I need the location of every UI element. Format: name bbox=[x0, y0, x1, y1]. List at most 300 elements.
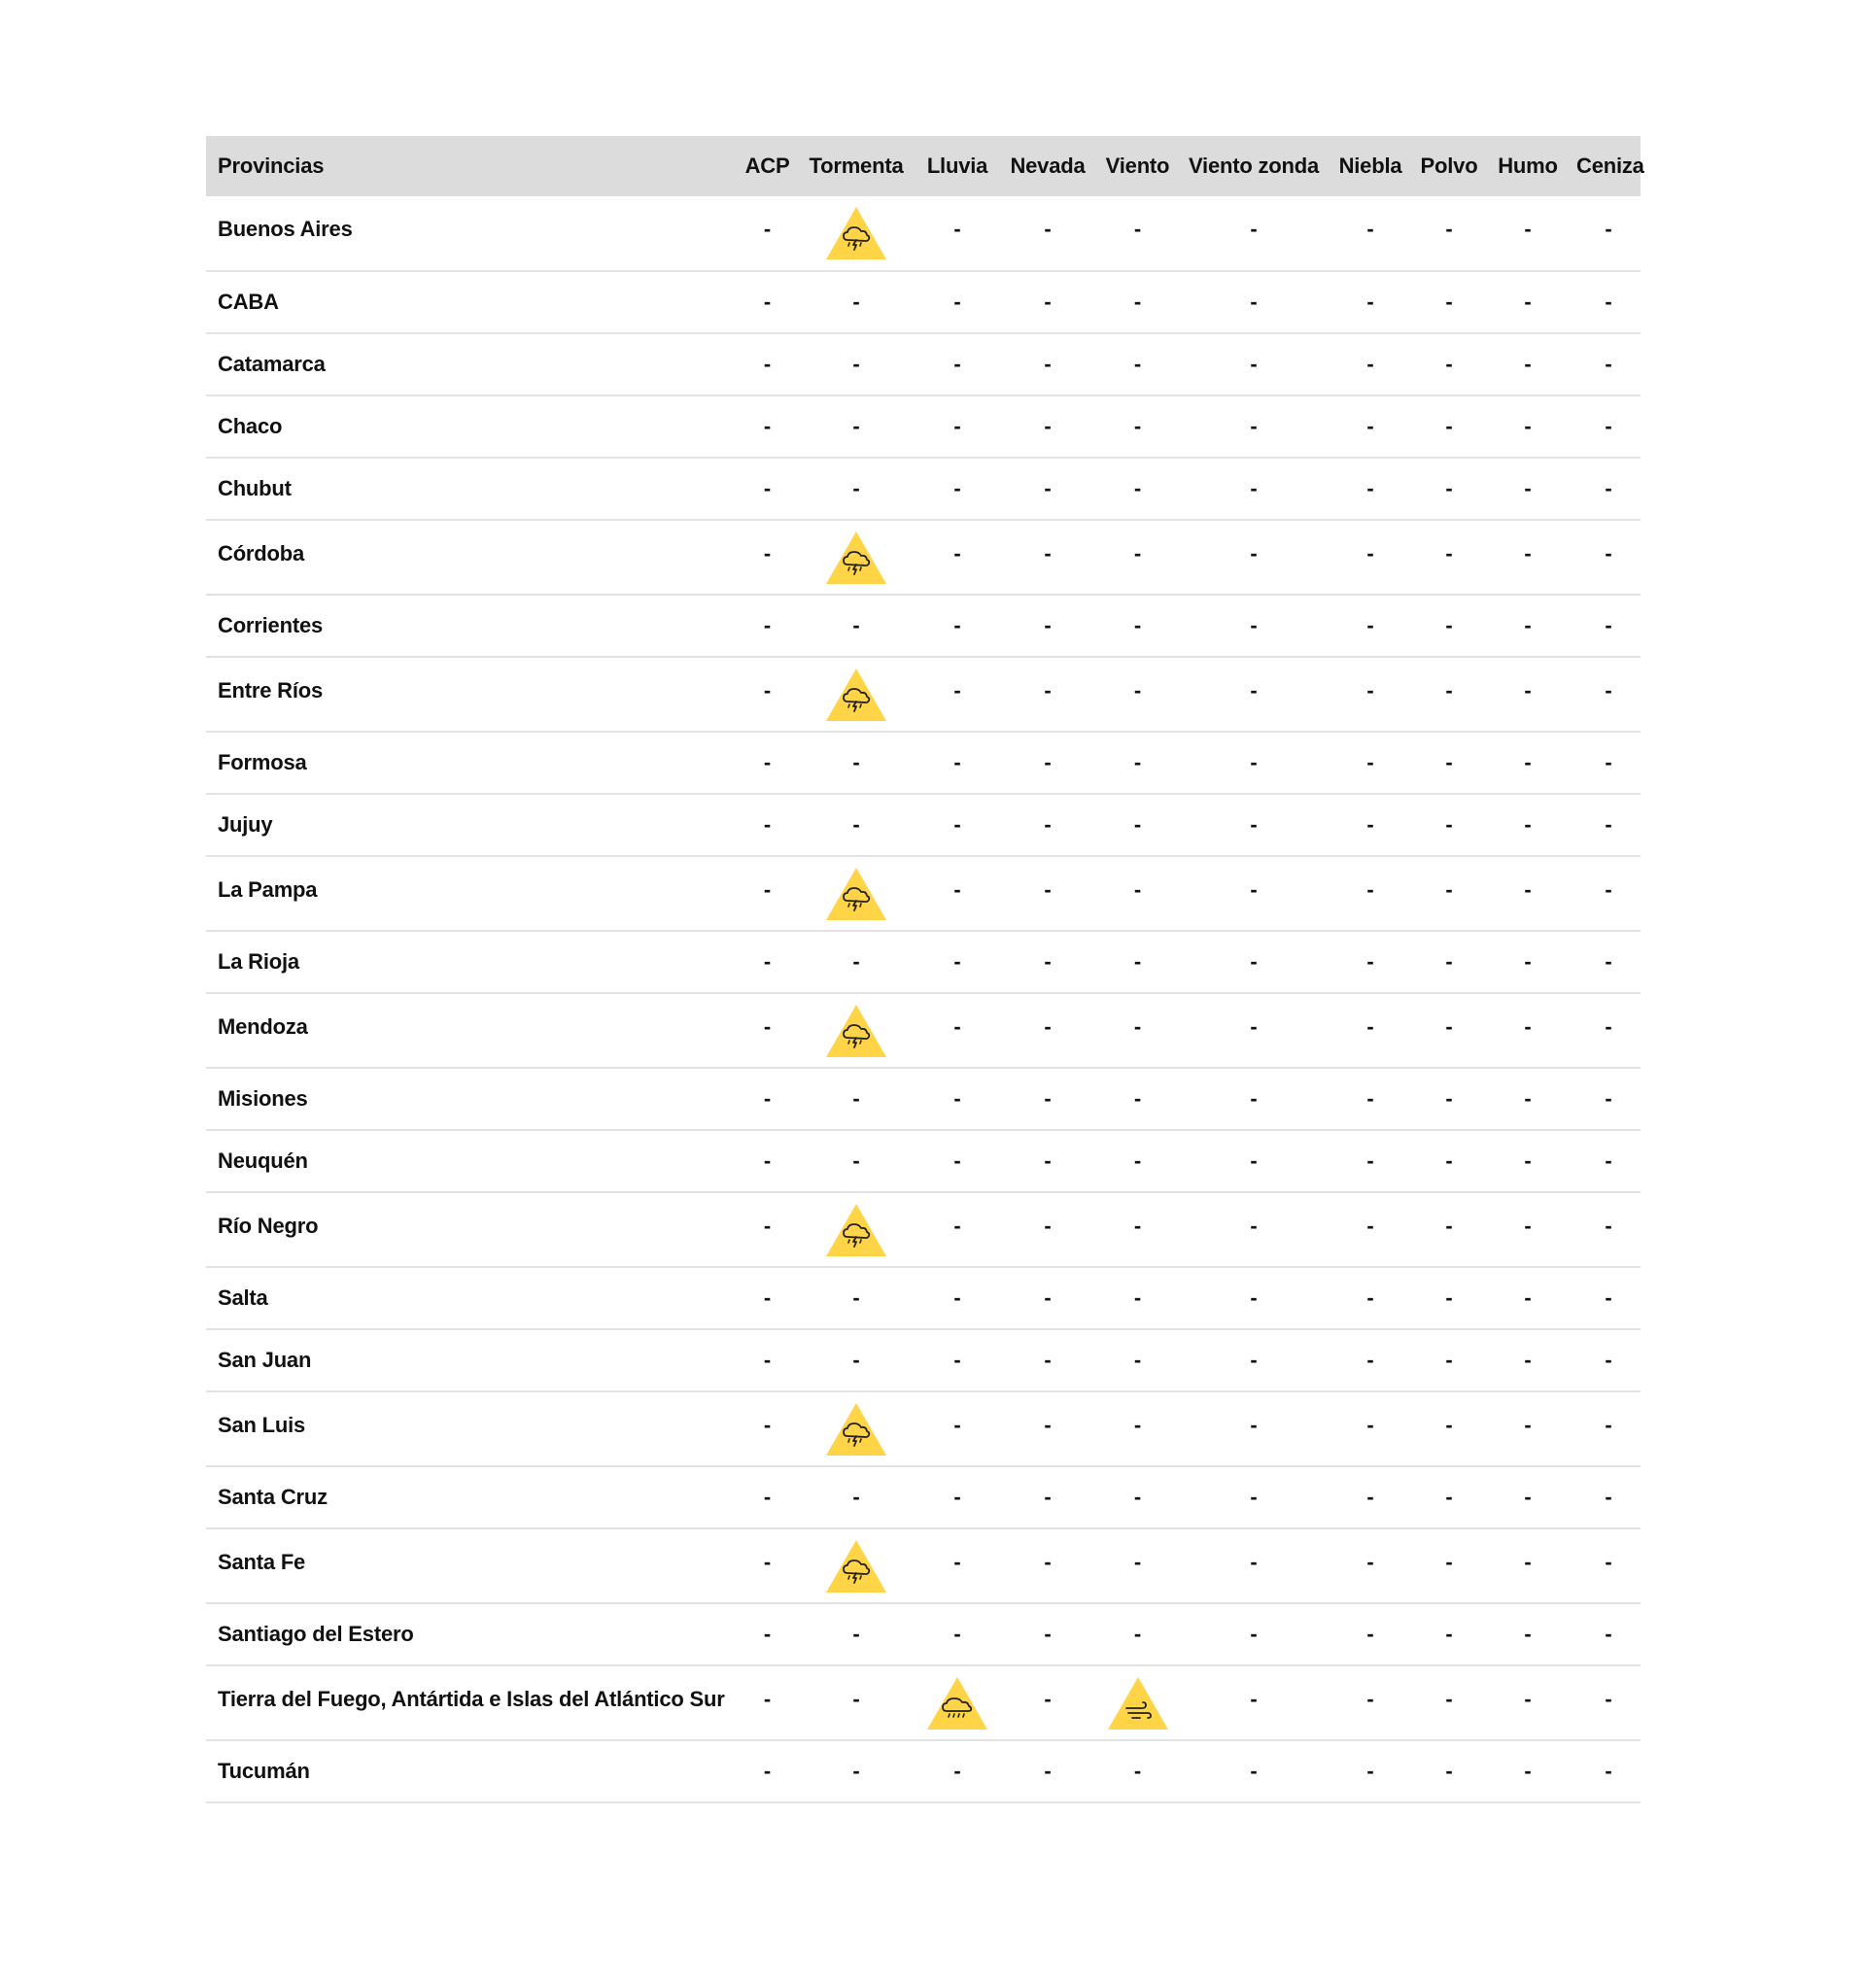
empty-cell: - bbox=[1366, 352, 1374, 376]
empty-cell: - bbox=[1250, 217, 1258, 241]
empty-cell: - bbox=[1445, 1086, 1453, 1111]
empty-cell: - bbox=[1366, 476, 1374, 500]
empty-cell: - bbox=[1250, 1485, 1258, 1509]
empty-cell: - bbox=[1605, 290, 1612, 314]
table-row bbox=[206, 1603, 1641, 1665]
empty-cell: - bbox=[1250, 290, 1258, 314]
empty-cell: - bbox=[1524, 1348, 1532, 1372]
empty-cell: - bbox=[1133, 1013, 1142, 1039]
empty-cell: - bbox=[1044, 876, 1052, 902]
empty-cell: - bbox=[1366, 1013, 1374, 1039]
alerts-table bbox=[206, 136, 1644, 1803]
empty-cell: - bbox=[1605, 1148, 1612, 1173]
table-row bbox=[206, 794, 1641, 856]
empty-cell: - bbox=[1445, 1348, 1453, 1372]
empty-cell: - bbox=[1044, 1213, 1052, 1238]
table-row bbox=[206, 1130, 1641, 1192]
empty-cell: - bbox=[1524, 1285, 1532, 1310]
empty-cell: - bbox=[1366, 1086, 1374, 1111]
empty-cell: - bbox=[1524, 217, 1532, 241]
empty-cell: - bbox=[852, 414, 860, 438]
empty-cell: - bbox=[953, 1348, 961, 1372]
empty-cell: - bbox=[1366, 750, 1374, 774]
empty-cell: - bbox=[1605, 949, 1612, 974]
empty-cell: - bbox=[953, 1485, 961, 1509]
empty-cell: - bbox=[852, 1686, 860, 1711]
province-name-salta: Salta bbox=[218, 1285, 268, 1310]
empty-cell: - bbox=[1133, 1549, 1142, 1574]
empty-cell: - bbox=[1250, 1686, 1258, 1711]
empty-cell: - bbox=[1445, 613, 1453, 637]
alert-cell bbox=[804, 520, 909, 595]
empty-cell: - bbox=[953, 414, 961, 438]
storm-warning-icon[interactable] bbox=[824, 205, 888, 261]
empty-cell: - bbox=[1605, 352, 1612, 376]
empty-cell: - bbox=[1366, 1622, 1374, 1646]
storm-warning-icon[interactable] bbox=[824, 667, 888, 723]
table-row bbox=[206, 1665, 1641, 1740]
empty-cell: - bbox=[1250, 876, 1258, 902]
empty-cell: - bbox=[1250, 1148, 1258, 1173]
province-name-rio-negro: Río Negro bbox=[218, 1213, 319, 1238]
empty-cell: - bbox=[852, 352, 860, 376]
alert-cell bbox=[804, 1528, 909, 1603]
empty-cell: - bbox=[1250, 1013, 1258, 1039]
province-name-san-luis: San Luis bbox=[218, 1412, 306, 1437]
empty-cell: - bbox=[1605, 1485, 1612, 1509]
table-row bbox=[206, 993, 1641, 1068]
empty-cell: - bbox=[1605, 677, 1612, 703]
empty-cell: - bbox=[1524, 812, 1532, 837]
empty-cell: - bbox=[1250, 540, 1258, 566]
empty-cell: - bbox=[763, 352, 772, 376]
province-name-santa-fe: Santa Fe bbox=[218, 1549, 306, 1574]
empty-cell: - bbox=[1250, 1549, 1258, 1574]
empty-cell: - bbox=[1133, 1348, 1142, 1372]
empty-cell: - bbox=[763, 677, 772, 703]
empty-cell: - bbox=[1133, 1213, 1142, 1238]
empty-cell: - bbox=[1524, 1213, 1532, 1238]
storm-warning-icon[interactable] bbox=[824, 1202, 888, 1258]
table-row bbox=[206, 732, 1641, 794]
empty-cell: - bbox=[1133, 414, 1142, 438]
empty-cell: - bbox=[763, 750, 772, 774]
empty-cell: - bbox=[1524, 540, 1532, 566]
empty-cell: - bbox=[1445, 217, 1453, 241]
empty-cell: - bbox=[1250, 1348, 1258, 1372]
empty-cell: - bbox=[852, 1285, 860, 1310]
empty-cell: - bbox=[1524, 613, 1532, 637]
province-name-la-pampa: La Pampa bbox=[218, 876, 318, 902]
header-niebla: Niebla bbox=[1338, 154, 1402, 178]
empty-cell: - bbox=[1605, 1086, 1612, 1111]
table-row bbox=[206, 856, 1641, 931]
province-name-tucuman: Tucumán bbox=[218, 1759, 310, 1783]
empty-cell: - bbox=[1605, 1213, 1612, 1238]
empty-cell: - bbox=[763, 1148, 772, 1173]
empty-cell: - bbox=[1524, 1485, 1532, 1509]
empty-cell: - bbox=[1445, 1549, 1453, 1574]
empty-cell: - bbox=[1524, 290, 1532, 314]
empty-cell: - bbox=[1044, 1148, 1052, 1173]
province-name-corrientes: Corrientes bbox=[218, 613, 324, 637]
header-lluvia: Lluvia bbox=[926, 154, 988, 178]
table-row bbox=[206, 1391, 1641, 1466]
header-viento: Viento bbox=[1105, 154, 1170, 178]
empty-cell: - bbox=[1605, 1412, 1612, 1437]
wind-warning-icon[interactable] bbox=[1106, 1675, 1170, 1731]
empty-cell: - bbox=[1133, 677, 1142, 703]
table-row bbox=[206, 1267, 1641, 1329]
empty-cell: - bbox=[763, 1086, 772, 1111]
empty-cell: - bbox=[1133, 949, 1142, 974]
empty-cell: - bbox=[763, 414, 772, 438]
empty-cell: - bbox=[763, 1348, 772, 1372]
storm-warning-icon[interactable] bbox=[824, 530, 888, 586]
empty-cell: - bbox=[1133, 1412, 1142, 1437]
empty-cell: - bbox=[1044, 1622, 1052, 1646]
province-name-santa-cruz: Santa Cruz bbox=[218, 1485, 328, 1509]
empty-cell: - bbox=[953, 677, 961, 703]
empty-cell: - bbox=[852, 1086, 860, 1111]
empty-cell: - bbox=[1250, 750, 1258, 774]
empty-cell: - bbox=[852, 1759, 860, 1783]
empty-cell: - bbox=[1044, 217, 1052, 241]
empty-cell: - bbox=[1445, 1412, 1453, 1437]
empty-cell: - bbox=[1605, 476, 1612, 500]
table-row bbox=[206, 1192, 1641, 1267]
empty-cell: - bbox=[1445, 352, 1453, 376]
empty-cell: - bbox=[1250, 352, 1258, 376]
empty-cell: - bbox=[953, 1759, 961, 1783]
empty-cell: - bbox=[1044, 352, 1052, 376]
empty-cell: - bbox=[852, 1622, 860, 1646]
header-polvo: Polvo bbox=[1420, 154, 1478, 178]
table-row bbox=[206, 931, 1641, 993]
empty-cell: - bbox=[1133, 1148, 1142, 1173]
empty-cell: - bbox=[763, 1622, 772, 1646]
table-header bbox=[206, 136, 1644, 196]
province-name-misiones: Misiones bbox=[218, 1086, 308, 1111]
empty-cell: - bbox=[953, 1086, 961, 1111]
empty-cell: - bbox=[1445, 414, 1453, 438]
empty-cell: - bbox=[1445, 1485, 1453, 1509]
empty-cell: - bbox=[953, 1285, 961, 1310]
empty-cell: - bbox=[953, 290, 961, 314]
province-name-chubut: Chubut bbox=[218, 476, 292, 500]
alert-cell bbox=[909, 1665, 1006, 1740]
empty-cell: - bbox=[852, 290, 860, 314]
empty-cell: - bbox=[1366, 1412, 1374, 1437]
empty-cell: - bbox=[1445, 949, 1453, 974]
province-name-santiago-del-estero: Santiago del Estero bbox=[218, 1622, 414, 1646]
empty-cell: - bbox=[1366, 1213, 1374, 1238]
empty-cell: - bbox=[1044, 1686, 1052, 1711]
storm-warning-icon[interactable] bbox=[824, 1538, 888, 1594]
empty-cell: - bbox=[1524, 414, 1532, 438]
empty-cell: - bbox=[1133, 1086, 1142, 1111]
empty-cell: - bbox=[1366, 949, 1374, 974]
empty-cell: - bbox=[1044, 812, 1052, 837]
empty-cell: - bbox=[1366, 1285, 1374, 1310]
alert-cell bbox=[804, 1192, 909, 1267]
empty-cell: - bbox=[852, 613, 860, 637]
table-row bbox=[206, 595, 1641, 657]
empty-cell: - bbox=[1524, 949, 1532, 974]
province-name-buenos-aires: Buenos Aires bbox=[218, 217, 353, 241]
storm-warning-icon[interactable] bbox=[824, 1401, 888, 1457]
header-nevada: Nevada bbox=[1010, 154, 1086, 178]
empty-cell: - bbox=[1524, 750, 1532, 774]
province-name-tierra-del-fuego-antartida-e-islas-del-atlantico-sur: Tierra del Fuego, Antártida e Islas del Atlántico Sur bbox=[218, 1686, 725, 1711]
empty-cell: - bbox=[1133, 1622, 1142, 1646]
empty-cell: - bbox=[1250, 414, 1258, 438]
empty-cell: - bbox=[1524, 1412, 1532, 1437]
empty-cell: - bbox=[1445, 1759, 1453, 1783]
empty-cell: - bbox=[1044, 476, 1052, 500]
empty-cell: - bbox=[953, 217, 961, 241]
empty-cell: - bbox=[1524, 1622, 1532, 1646]
empty-cell: - bbox=[1366, 876, 1374, 902]
table-row bbox=[206, 1740, 1641, 1802]
empty-cell: - bbox=[1044, 1412, 1052, 1437]
header-row bbox=[206, 136, 1641, 196]
empty-cell: - bbox=[763, 613, 772, 637]
empty-cell: - bbox=[1366, 1148, 1374, 1173]
empty-cell: - bbox=[953, 1213, 961, 1238]
empty-cell: - bbox=[1366, 1759, 1374, 1783]
alerts-table-container bbox=[206, 136, 1644, 1803]
empty-cell: - bbox=[1524, 476, 1532, 500]
empty-cell: - bbox=[1445, 290, 1453, 314]
table-row bbox=[206, 1068, 1641, 1130]
empty-cell: - bbox=[1044, 1013, 1052, 1039]
empty-cell: - bbox=[1366, 414, 1374, 438]
empty-cell: - bbox=[1605, 812, 1612, 837]
empty-cell: - bbox=[953, 1549, 961, 1574]
empty-cell: - bbox=[1133, 613, 1142, 637]
empty-cell: - bbox=[1605, 1549, 1612, 1574]
empty-cell: - bbox=[763, 1285, 772, 1310]
empty-cell: - bbox=[1445, 750, 1453, 774]
empty-cell: - bbox=[1445, 677, 1453, 703]
empty-cell: - bbox=[1133, 352, 1142, 376]
empty-cell: - bbox=[1366, 540, 1374, 566]
empty-cell: - bbox=[953, 1622, 961, 1646]
alert-cell bbox=[804, 196, 909, 271]
header-humo: Humo bbox=[1498, 154, 1558, 178]
storm-warning-icon[interactable] bbox=[824, 866, 888, 922]
empty-cell: - bbox=[763, 949, 772, 974]
empty-cell: - bbox=[763, 812, 772, 837]
empty-cell: - bbox=[1133, 476, 1142, 500]
province-name-chaco: Chaco bbox=[218, 414, 283, 438]
empty-cell: - bbox=[852, 1348, 860, 1372]
empty-cell: - bbox=[1250, 1285, 1258, 1310]
empty-cell: - bbox=[1044, 677, 1052, 703]
header-tormenta: Tormenta bbox=[809, 154, 904, 178]
table-row bbox=[206, 520, 1641, 595]
empty-cell: - bbox=[1044, 1348, 1052, 1372]
empty-cell: - bbox=[953, 812, 961, 837]
empty-cell: - bbox=[763, 217, 772, 241]
empty-cell: - bbox=[763, 1549, 772, 1574]
empty-cell: - bbox=[1133, 1759, 1142, 1783]
province-name-neuquen: Neuquén bbox=[218, 1148, 308, 1173]
empty-cell: - bbox=[953, 750, 961, 774]
empty-cell: - bbox=[852, 812, 860, 837]
empty-cell: - bbox=[1524, 1549, 1532, 1574]
empty-cell: - bbox=[1133, 750, 1142, 774]
empty-cell: - bbox=[1044, 1285, 1052, 1310]
empty-cell: - bbox=[1605, 750, 1612, 774]
empty-cell: - bbox=[1044, 1759, 1052, 1783]
empty-cell: - bbox=[1250, 1086, 1258, 1111]
empty-cell: - bbox=[763, 1759, 772, 1783]
empty-cell: - bbox=[763, 1686, 772, 1711]
empty-cell: - bbox=[1044, 949, 1052, 974]
empty-cell: - bbox=[763, 1013, 772, 1039]
empty-cell: - bbox=[1366, 1348, 1374, 1372]
province-name-la-rioja: La Rioja bbox=[218, 949, 299, 974]
empty-cell: - bbox=[763, 1412, 772, 1437]
empty-cell: - bbox=[1366, 677, 1374, 703]
empty-cell: - bbox=[1605, 1759, 1612, 1783]
province-name-caba: CABA bbox=[218, 290, 279, 314]
empty-cell: - bbox=[1524, 1759, 1532, 1783]
empty-cell: - bbox=[1605, 613, 1612, 637]
empty-cell: - bbox=[763, 540, 772, 566]
empty-cell: - bbox=[953, 1412, 961, 1437]
storm-warning-icon[interactable] bbox=[824, 1003, 888, 1059]
empty-cell: - bbox=[1445, 812, 1453, 837]
empty-cell: - bbox=[1250, 949, 1258, 974]
empty-cell: - bbox=[1445, 1622, 1453, 1646]
empty-cell: - bbox=[953, 949, 961, 974]
empty-cell: - bbox=[1445, 540, 1453, 566]
table-body bbox=[206, 196, 1641, 1802]
empty-cell: - bbox=[1366, 1485, 1374, 1509]
header-viento-zonda: Viento zonda bbox=[1188, 154, 1320, 178]
empty-cell: - bbox=[1366, 217, 1374, 241]
empty-cell: - bbox=[1044, 540, 1052, 566]
empty-cell: - bbox=[953, 1148, 961, 1173]
header-provincias: Provincias bbox=[218, 154, 325, 178]
empty-cell: - bbox=[1524, 1148, 1532, 1173]
alert-cell bbox=[1089, 1665, 1186, 1740]
empty-cell: - bbox=[852, 476, 860, 500]
empty-cell: - bbox=[1044, 750, 1052, 774]
empty-cell: - bbox=[1250, 1213, 1258, 1238]
empty-cell: - bbox=[1524, 876, 1532, 902]
empty-cell: - bbox=[953, 613, 961, 637]
table-row bbox=[206, 395, 1641, 458]
header-ceniza: Ceniza bbox=[1576, 154, 1644, 178]
empty-cell: - bbox=[953, 1013, 961, 1039]
empty-cell: - bbox=[763, 1213, 772, 1238]
province-name-entre-rios: Entre Ríos bbox=[218, 677, 324, 703]
alert-cell bbox=[804, 856, 909, 931]
empty-cell: - bbox=[852, 949, 860, 974]
empty-cell: - bbox=[1605, 1686, 1612, 1711]
empty-cell: - bbox=[1250, 677, 1258, 703]
alert-cell bbox=[804, 657, 909, 732]
empty-cell: - bbox=[1524, 1013, 1532, 1039]
empty-cell: - bbox=[1133, 1485, 1142, 1509]
province-name-san-juan: San Juan bbox=[218, 1348, 312, 1372]
empty-cell: - bbox=[1044, 1549, 1052, 1574]
alert-cell bbox=[804, 993, 909, 1068]
table-row bbox=[206, 458, 1641, 520]
empty-cell: - bbox=[1605, 1622, 1612, 1646]
alert-cell bbox=[804, 1391, 909, 1466]
empty-cell: - bbox=[1133, 540, 1142, 566]
empty-cell: - bbox=[1044, 1485, 1052, 1509]
empty-cell: - bbox=[1524, 1086, 1532, 1111]
empty-cell: - bbox=[1250, 476, 1258, 500]
empty-cell: - bbox=[852, 1485, 860, 1509]
empty-cell: - bbox=[1250, 613, 1258, 637]
table-row bbox=[206, 271, 1641, 333]
empty-cell: - bbox=[1445, 876, 1453, 902]
empty-cell: - bbox=[1133, 290, 1142, 314]
table-row bbox=[206, 196, 1641, 271]
empty-cell: - bbox=[1366, 1549, 1374, 1574]
empty-cell: - bbox=[1524, 677, 1532, 703]
empty-cell: - bbox=[1044, 1086, 1052, 1111]
empty-cell: - bbox=[1133, 1285, 1142, 1310]
empty-cell: - bbox=[1605, 1013, 1612, 1039]
empty-cell: - bbox=[1605, 540, 1612, 566]
empty-cell: - bbox=[953, 876, 961, 902]
table-row bbox=[206, 1466, 1641, 1528]
empty-cell: - bbox=[763, 1485, 772, 1509]
province-name-cordoba: Córdoba bbox=[218, 540, 305, 566]
empty-cell: - bbox=[1250, 812, 1258, 837]
empty-cell: - bbox=[1044, 414, 1052, 438]
header-acp: ACP bbox=[744, 154, 790, 178]
empty-cell: - bbox=[1445, 1686, 1453, 1711]
empty-cell: - bbox=[1250, 1412, 1258, 1437]
empty-cell: - bbox=[1044, 613, 1052, 637]
empty-cell: - bbox=[1133, 812, 1142, 837]
empty-cell: - bbox=[1445, 1148, 1453, 1173]
empty-cell: - bbox=[1133, 876, 1142, 902]
province-name-jujuy: Jujuy bbox=[218, 812, 273, 837]
rain-warning-icon[interactable] bbox=[925, 1675, 989, 1731]
province-name-formosa: Formosa bbox=[218, 750, 307, 774]
empty-cell: - bbox=[1366, 613, 1374, 637]
empty-cell: - bbox=[953, 352, 961, 376]
empty-cell: - bbox=[1605, 414, 1612, 438]
empty-cell: - bbox=[1250, 1759, 1258, 1783]
empty-cell: - bbox=[1445, 1013, 1453, 1039]
province-name-catamarca: Catamarca bbox=[218, 352, 326, 376]
province-name-mendoza: Mendoza bbox=[218, 1013, 308, 1039]
empty-cell: - bbox=[1044, 290, 1052, 314]
table-row bbox=[206, 1329, 1641, 1391]
empty-cell: - bbox=[1524, 352, 1532, 376]
empty-cell: - bbox=[763, 876, 772, 902]
empty-cell: - bbox=[1605, 876, 1612, 902]
empty-cell: - bbox=[1366, 1686, 1374, 1711]
empty-cell: - bbox=[1133, 217, 1142, 241]
empty-cell: - bbox=[1524, 1686, 1532, 1711]
empty-cell: - bbox=[1366, 290, 1374, 314]
empty-cell: - bbox=[1605, 1348, 1612, 1372]
empty-cell: - bbox=[852, 750, 860, 774]
empty-cell: - bbox=[1445, 1285, 1453, 1310]
